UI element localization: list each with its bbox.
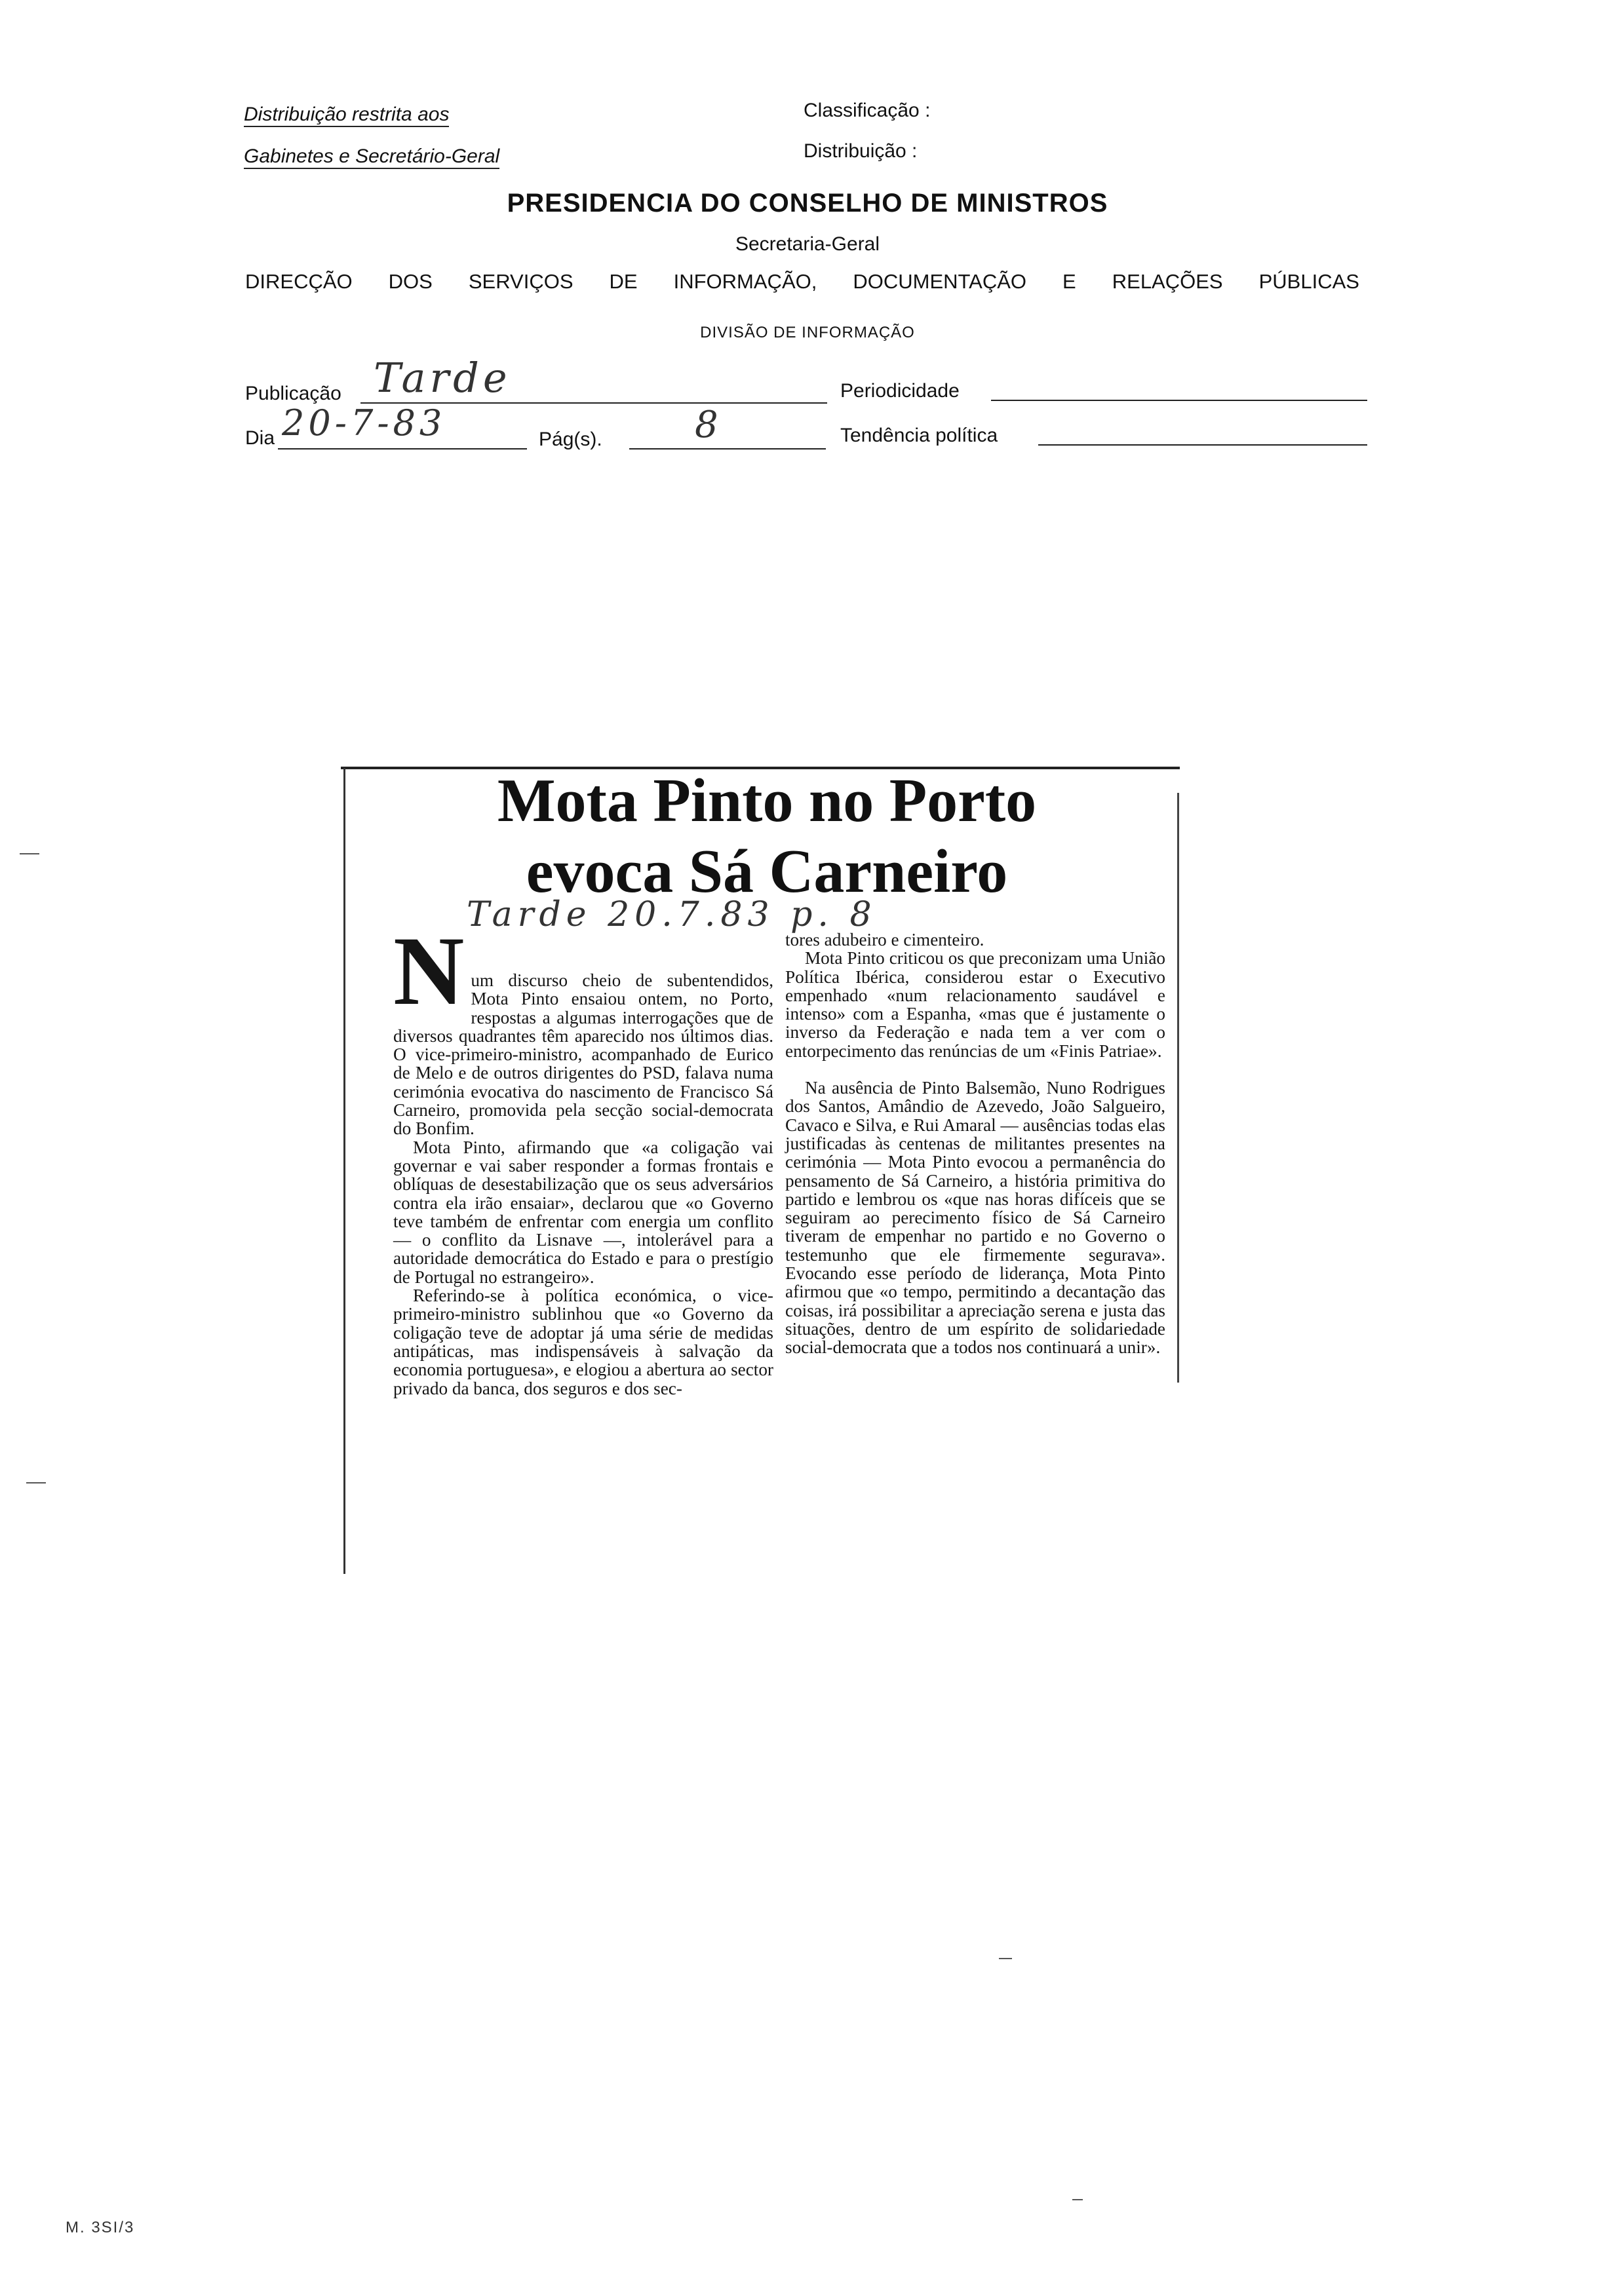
article-paragraph: Na ausência de Pinto Balsemão, Nuno Rodrigues dos Santos, Amândio de Azevedo, João Salgueiro, Cavaco e Silva, e Rui Amaral — ausências todas elas justificadas às centenas de militantes presentes na cerimónia — Mota Pinto evocou a permanência do pensamento de Sá Carneiro, a história primitiva do partido e lembrou os «que nas horas difíceis que se seguiram ao perecimento físico de Sá Carneiro tiveram de empenhar no partido e no Governo o testemunho que ele firmemente segurava». Evocando esse período de liderança, Mota Pinto afirmou que «o tempo, permitindo a decantação das coisas, irá possibilitar a apreciação serena e justa das situações, dentro de um espírito de solidariedade social-democrata que a todos nos continuará a unir».	[785, 1078, 1165, 1358]
division-title: DIVISÃO DE INFORMAÇÃO	[700, 324, 915, 341]
publication-label: Publicação	[245, 383, 341, 404]
pages-line	[629, 448, 826, 450]
pages-label: Pág(s).	[539, 429, 602, 450]
directorate-word: INFORMAÇÃO,	[673, 270, 817, 293]
headline-line: Mota Pinto no Porto	[497, 767, 1037, 835]
tendency-label: Tendência política	[840, 425, 998, 446]
periodicity-label: Periodicidade	[840, 380, 960, 402]
article-paragraph: um discurso cheio de subentendidos, Mota Pinto ensaiou ontem, no Porto, respostas a algumas interrogações que de diversos quadrantes têm aparecido nos últimos dias. O vice-primeiro-ministro, acompanhado de Eurico de Melo e de outros dirigentes do PSD, falava numa cerimónia evocativa do nascimento de Francisco Sá Carneiro, promovida pela secção social-democrata do Bonfim.	[393, 970, 773, 1139]
directorate-word: DIRECÇÃO	[245, 270, 353, 293]
article-headline	[367, 765, 1167, 907]
article-column-2	[785, 930, 1165, 1357]
article-paragraph: tores adubeiro e cimenteiro.	[785, 930, 984, 949]
secretariat-title: Secretaria-Geral	[735, 233, 880, 255]
directorate-word: RELAÇÕES	[1112, 270, 1223, 293]
margin-mark	[1072, 2199, 1083, 2200]
handwritten-annotation: Tarde 20.7.83 p. 8	[467, 895, 877, 934]
article-column-1	[393, 917, 773, 1398]
margin-mark	[999, 1958, 1012, 1959]
distribution-label: Distribuição :	[804, 140, 918, 162]
clipping-left-border	[343, 768, 345, 1574]
day-handwritten-value: 20-7-83	[282, 402, 446, 444]
drop-cap: N	[393, 917, 465, 1025]
directorate-title	[245, 270, 1359, 294]
margin-mark	[20, 853, 39, 854]
directorate-word: PÚBLICAS	[1258, 270, 1359, 293]
distribution-restriction-line1: Distribuição restrita aos	[244, 104, 449, 127]
form-code: M. 3SI/3	[66, 2219, 135, 2236]
ministry-title: PRESIDENCIA DO CONSELHO DE MINISTROS	[507, 189, 1108, 218]
periodicity-line	[991, 400, 1367, 401]
directorate-word: DE	[609, 270, 638, 293]
margin-mark	[26, 1482, 46, 1483]
tendency-line	[1038, 444, 1367, 446]
article-paragraph: Referindo-se à política económica, o vice-primeiro-ministro sublinhou que «o Governo da coligação teve de adoptar já uma série de medidas antipáticas, mas indispensáveis à salvação da economia portuguesa», e elogiou a abertura ao sector privado da banca, dos seguros e dos sec-	[393, 1286, 773, 1398]
article-paragraph: Mota Pinto criticou os que preconizam uma União Política Ibérica, considerou estar o Executivo empenhado «num relacionamento saudável e intenso» com a Espanha, «mas que é justamente o inverso da Federação e nada tem a ver com o entorpecimento das renúncias de um «Finis Patriae».	[785, 948, 1165, 1061]
distribution-restriction-line2: Gabinetes e Secretário-Geral	[244, 145, 499, 169]
directorate-word: DOS	[388, 270, 433, 293]
pages-handwritten-value: 8	[695, 404, 722, 446]
directorate-word: E	[1062, 270, 1076, 293]
clipping-right-border	[1177, 793, 1179, 1383]
day-label: Dia	[245, 427, 275, 449]
day-line	[278, 448, 527, 450]
directorate-word: DOCUMENTAÇÃO	[853, 270, 1027, 293]
article-paragraph: Mota Pinto, afirmando que «a coligação vai governar e vai saber responder a formas frontais e oblíquas de desestabilização que os seus adversários contra ela irão ensaiar», declarou que «o Governo teve também de enfrentar com energia um conflito — o conflito da Lisnave —, intolerável para a autoridade democrática do Estado e para o prestígio de Portugal no estrangeiro».	[393, 1137, 773, 1287]
publication-handwritten-value: Tarde	[374, 354, 511, 402]
headline-line: evoca Sá Carneiro	[526, 837, 1008, 906]
directorate-word: SERVIÇOS	[468, 270, 574, 293]
classification-label: Classificação :	[804, 100, 931, 121]
